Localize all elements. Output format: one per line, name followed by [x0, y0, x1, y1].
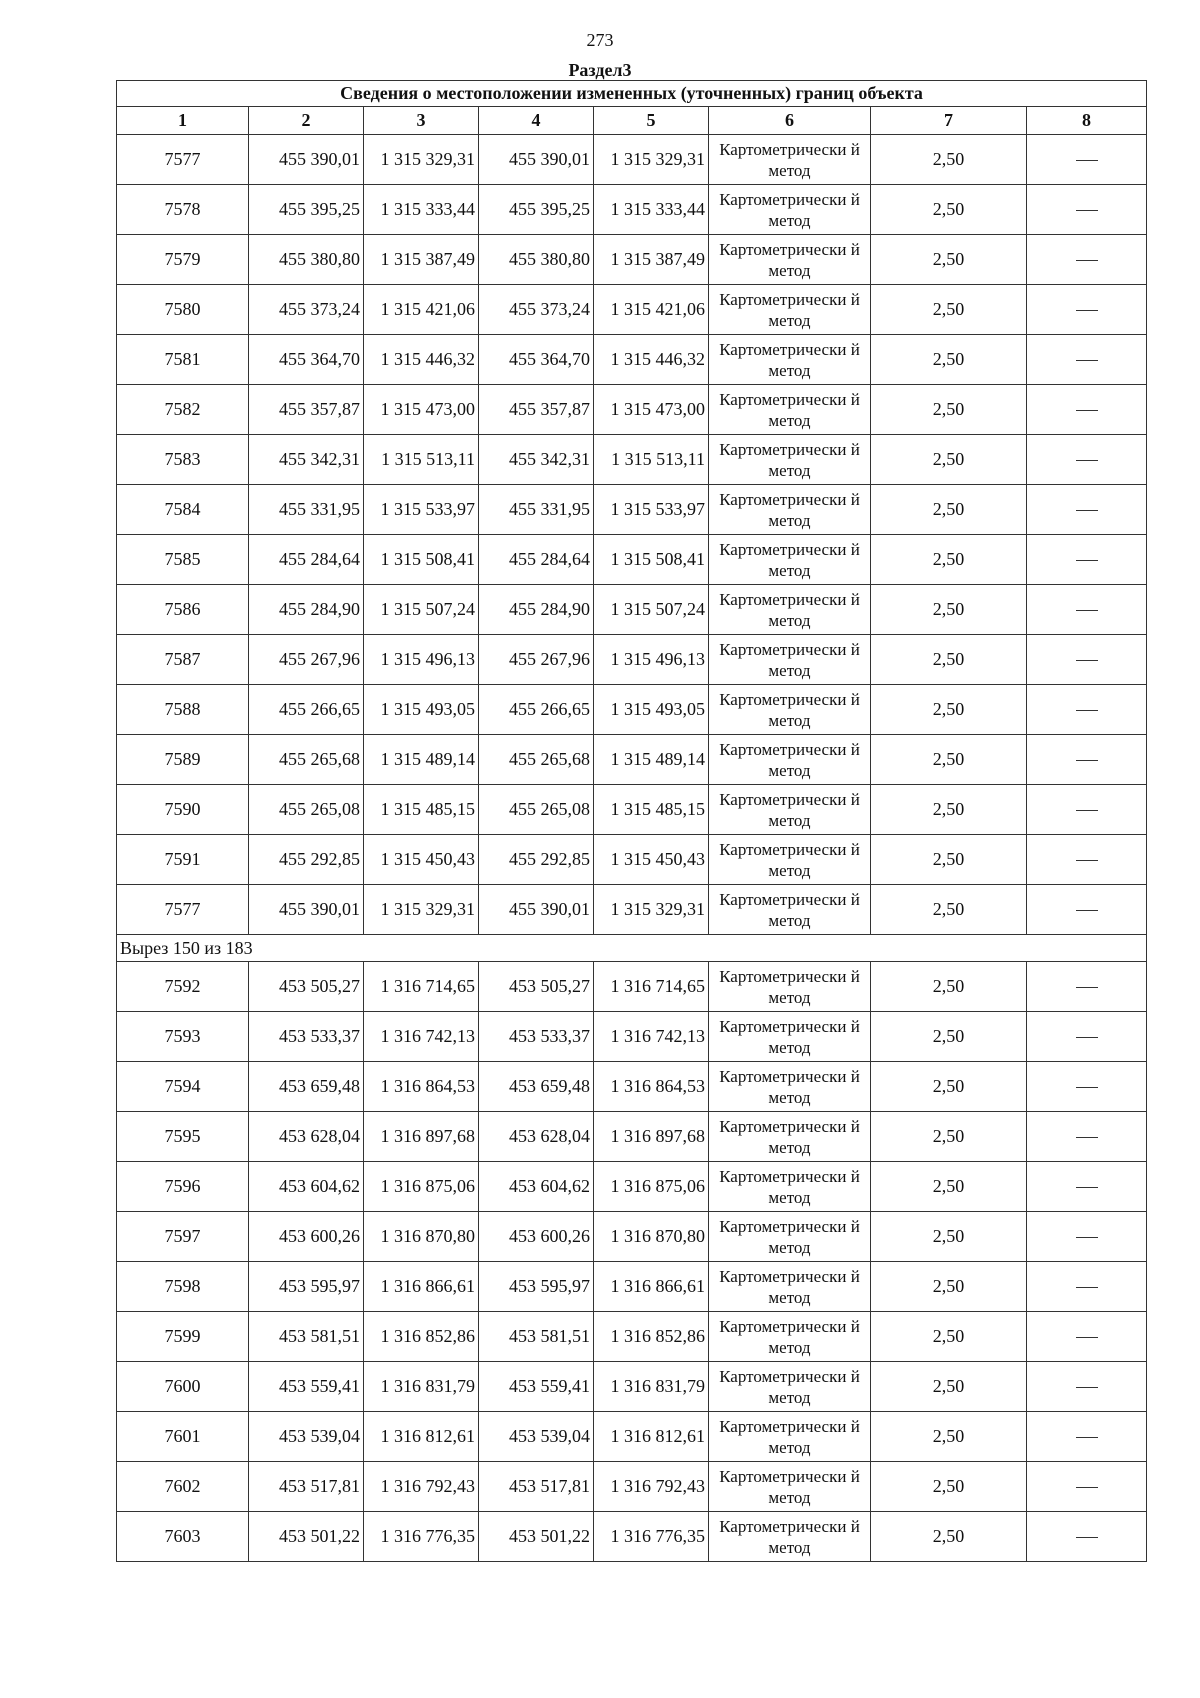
cell-y-new: 1 316 870,80: [594, 1212, 709, 1262]
cell-y-new: 1 315 489,14: [594, 735, 709, 785]
cell-point-number: 7595: [117, 1112, 249, 1162]
cell-description: [1027, 635, 1147, 685]
cell-description: [1027, 1062, 1147, 1112]
column-header: 4: [479, 107, 594, 135]
cell-y-new: 1 316 776,35: [594, 1512, 709, 1562]
cell-description: [1027, 1312, 1147, 1362]
cell-method: Картометрически й метод: [709, 735, 871, 785]
cell-point-number: 7584: [117, 485, 249, 535]
cell-y-existing: 1 315 513,11: [364, 435, 479, 485]
cell-x-new: 453 533,37: [479, 1012, 594, 1062]
cell-accuracy: 2,50: [871, 962, 1027, 1012]
cell-point-number: 7589: [117, 735, 249, 785]
table-row: [117, 1312, 1147, 1362]
table-row: [117, 235, 1147, 285]
cell-x-new: 453 581,51: [479, 1312, 594, 1362]
table-row: [117, 1362, 1147, 1412]
cell-y-new: 1 316 714,65: [594, 962, 709, 1012]
cell-method: Картометрически й метод: [709, 185, 871, 235]
dash-mark: [1076, 1237, 1098, 1238]
cell-x-existing: 455 331,95: [249, 485, 364, 535]
cell-y-existing: 1 316 852,86: [364, 1312, 479, 1362]
cell-description: [1027, 185, 1147, 235]
section-title: Раздел3: [568, 60, 632, 80]
dash-mark: [1076, 1437, 1098, 1438]
cell-method: Картометрически й метод: [709, 1312, 871, 1362]
cell-point-number: 7577: [117, 135, 249, 185]
table-row: [117, 435, 1147, 485]
cell-method: Картометрически й метод: [709, 1212, 871, 1262]
cell-x-new: 455 373,24: [479, 285, 594, 335]
cell-y-new: 1 315 496,13: [594, 635, 709, 685]
dash-mark: [1076, 560, 1098, 561]
cell-description: [1027, 285, 1147, 335]
cell-x-existing: 453 517,81: [249, 1462, 364, 1512]
page-number: 273: [586, 30, 614, 50]
cell-y-new: 1 316 742,13: [594, 1012, 709, 1062]
cell-method: Картометрически й метод: [709, 685, 871, 735]
cell-accuracy: 2,50: [871, 1162, 1027, 1212]
table-row: [117, 735, 1147, 785]
cell-x-existing: 453 604,62: [249, 1162, 364, 1212]
group-label-row: [117, 935, 1147, 962]
cell-point-number: 7581: [117, 335, 249, 385]
column-header: 6: [709, 107, 871, 135]
cell-y-existing: 1 315 446,32: [364, 335, 479, 385]
dash-mark: [1076, 760, 1098, 761]
cell-accuracy: 2,50: [871, 585, 1027, 635]
cell-accuracy: 2,50: [871, 335, 1027, 385]
cell-x-new: 453 559,41: [479, 1362, 594, 1412]
cell-method: Картометрически й метод: [709, 1362, 871, 1412]
table-row: [117, 285, 1147, 335]
cell-x-existing: 455 284,64: [249, 535, 364, 585]
dash-mark: [1076, 310, 1098, 311]
cell-x-new: 453 659,48: [479, 1062, 594, 1112]
cell-x-new: 453 604,62: [479, 1162, 594, 1212]
cell-description: [1027, 1212, 1147, 1262]
cell-description: [1027, 135, 1147, 185]
dash-mark: [1076, 1487, 1098, 1488]
cell-method: Картометрически й метод: [709, 1112, 871, 1162]
cell-method: Картометрически й метод: [709, 1512, 871, 1562]
table-row: [117, 1462, 1147, 1512]
cell-y-existing: 1 316 812,61: [364, 1412, 479, 1462]
cell-y-existing: 1 315 421,06: [364, 285, 479, 335]
table-row: [117, 785, 1147, 835]
cell-y-new: 1 315 473,00: [594, 385, 709, 435]
dash-mark: [1076, 1037, 1098, 1038]
cell-x-new: 455 331,95: [479, 485, 594, 535]
column-header: 3: [364, 107, 479, 135]
cell-accuracy: 2,50: [871, 1362, 1027, 1412]
table-row: [117, 185, 1147, 235]
cell-y-new: 1 316 897,68: [594, 1112, 709, 1162]
cell-method: Картометрически й метод: [709, 485, 871, 535]
cell-accuracy: 2,50: [871, 1462, 1027, 1512]
dash-mark: [1076, 1287, 1098, 1288]
cell-accuracy: 2,50: [871, 535, 1027, 585]
cell-method: Картометрически й метод: [709, 535, 871, 585]
cell-x-existing: 455 292,85: [249, 835, 364, 885]
cell-x-new: 453 628,04: [479, 1112, 594, 1162]
cell-y-existing: 1 315 387,49: [364, 235, 479, 285]
cell-description: [1027, 585, 1147, 635]
dash-mark: [1076, 1087, 1098, 1088]
cell-y-new: 1 315 421,06: [594, 285, 709, 335]
cell-y-existing: 1 316 870,80: [364, 1212, 479, 1262]
cell-method: Картометрически й метод: [709, 1262, 871, 1312]
cell-x-existing: 453 533,37: [249, 1012, 364, 1062]
cell-y-existing: 1 315 329,31: [364, 885, 479, 935]
dash-mark: [1076, 660, 1098, 661]
cell-x-new: 455 395,25: [479, 185, 594, 235]
cell-x-existing: 455 265,68: [249, 735, 364, 785]
cell-method: Картометрически й метод: [709, 785, 871, 835]
column-header: 2: [249, 107, 364, 135]
cell-x-existing: 455 357,87: [249, 385, 364, 435]
cell-description: [1027, 835, 1147, 885]
cell-point-number: 7590: [117, 785, 249, 835]
cell-point-number: 7599: [117, 1312, 249, 1362]
cell-y-existing: 1 316 866,61: [364, 1262, 479, 1312]
cell-x-existing: 455 373,24: [249, 285, 364, 335]
table-row: [117, 135, 1147, 185]
column-header: 7: [871, 107, 1027, 135]
cell-x-new: 455 342,31: [479, 435, 594, 485]
cell-x-new: 453 501,22: [479, 1512, 594, 1562]
cell-y-new: 1 316 812,61: [594, 1412, 709, 1462]
cell-y-new: 1 315 329,31: [594, 135, 709, 185]
table-row: [117, 335, 1147, 385]
cell-x-new: 455 284,90: [479, 585, 594, 635]
cell-x-existing: 455 380,80: [249, 235, 364, 285]
cell-description: [1027, 535, 1147, 585]
table-row: [117, 1112, 1147, 1162]
cell-point-number: 7602: [117, 1462, 249, 1512]
cell-y-existing: 1 316 875,06: [364, 1162, 479, 1212]
cell-method: Картометрически й метод: [709, 635, 871, 685]
cell-description: [1027, 1512, 1147, 1562]
cell-x-existing: 455 265,08: [249, 785, 364, 835]
cell-description: [1027, 885, 1147, 935]
cell-x-existing: 453 628,04: [249, 1112, 364, 1162]
cell-point-number: 7594: [117, 1062, 249, 1112]
cell-x-new: 455 390,01: [479, 885, 594, 935]
cell-x-existing: 455 267,96: [249, 635, 364, 685]
dash-mark: [1076, 1187, 1098, 1188]
cell-point-number: 7578: [117, 185, 249, 235]
cell-x-existing: 453 539,04: [249, 1412, 364, 1462]
cell-point-number: 7603: [117, 1512, 249, 1562]
cell-x-existing: 455 284,90: [249, 585, 364, 635]
cell-point-number: 7588: [117, 685, 249, 735]
cell-method: Картометрически й метод: [709, 835, 871, 885]
cell-y-new: 1 316 866,61: [594, 1262, 709, 1312]
cell-y-existing: 1 315 493,05: [364, 685, 479, 735]
table-row: [117, 962, 1147, 1012]
cell-accuracy: 2,50: [871, 135, 1027, 185]
cell-description: [1027, 485, 1147, 535]
dash-mark: [1076, 360, 1098, 361]
cell-x-new: 455 292,85: [479, 835, 594, 885]
cell-point-number: 7593: [117, 1012, 249, 1062]
dash-mark: [1076, 1337, 1098, 1338]
cell-y-new: 1 315 493,05: [594, 685, 709, 735]
cell-description: [1027, 685, 1147, 735]
dash-mark: [1076, 160, 1098, 161]
cell-x-existing: 455 390,01: [249, 885, 364, 935]
cell-y-new: 1 316 864,53: [594, 1062, 709, 1112]
cell-x-new: 453 505,27: [479, 962, 594, 1012]
cell-x-existing: 453 595,97: [249, 1262, 364, 1312]
cell-method: Картометрически й метод: [709, 385, 871, 435]
cell-x-existing: 455 390,01: [249, 135, 364, 185]
cell-accuracy: 2,50: [871, 1062, 1027, 1112]
cell-accuracy: 2,50: [871, 485, 1027, 535]
cell-point-number: 7583: [117, 435, 249, 485]
cell-y-existing: 1 315 450,43: [364, 835, 479, 885]
cell-x-existing: 453 501,22: [249, 1512, 364, 1562]
cell-description: [1027, 1112, 1147, 1162]
cell-point-number: 7598: [117, 1262, 249, 1312]
dash-mark: [1076, 810, 1098, 811]
dash-mark: [1076, 1137, 1098, 1138]
cell-accuracy: 2,50: [871, 735, 1027, 785]
table-row: [117, 1162, 1147, 1212]
cell-x-existing: 455 266,65: [249, 685, 364, 735]
cell-y-new: 1 315 446,32: [594, 335, 709, 385]
cell-y-existing: 1 316 792,43: [364, 1462, 479, 1512]
cell-method: Картометрически й метод: [709, 1012, 871, 1062]
column-header: 1: [117, 107, 249, 135]
cell-point-number: 7591: [117, 835, 249, 885]
cell-x-new: 453 517,81: [479, 1462, 594, 1512]
cell-x-existing: 453 559,41: [249, 1362, 364, 1412]
cell-y-new: 1 315 533,97: [594, 485, 709, 535]
cell-method: Картометрически й метод: [709, 1062, 871, 1112]
cell-y-new: 1 316 852,86: [594, 1312, 709, 1362]
cell-accuracy: 2,50: [871, 1512, 1027, 1562]
dash-mark: [1076, 860, 1098, 861]
cell-accuracy: 2,50: [871, 685, 1027, 735]
cell-description: [1027, 962, 1147, 1012]
cell-y-existing: 1 315 507,24: [364, 585, 479, 635]
cell-point-number: 7579: [117, 235, 249, 285]
cell-accuracy: 2,50: [871, 435, 1027, 485]
cell-point-number: 7600: [117, 1362, 249, 1412]
cell-description: [1027, 1362, 1147, 1412]
cell-y-existing: 1 316 831,79: [364, 1362, 479, 1412]
cell-x-existing: 455 364,70: [249, 335, 364, 385]
cell-method: Картометрически й метод: [709, 1412, 871, 1462]
table-row: [117, 485, 1147, 535]
cell-accuracy: 2,50: [871, 885, 1027, 935]
column-header: 8: [1027, 107, 1147, 135]
cell-y-existing: 1 315 329,31: [364, 135, 479, 185]
cell-y-existing: 1 315 533,97: [364, 485, 479, 535]
cell-accuracy: 2,50: [871, 1412, 1027, 1462]
table-row: [117, 885, 1147, 935]
cell-point-number: 7587: [117, 635, 249, 685]
dash-mark: [1076, 410, 1098, 411]
cell-x-new: 455 357,87: [479, 385, 594, 435]
cell-accuracy: 2,50: [871, 1012, 1027, 1062]
cell-x-new: 455 284,64: [479, 535, 594, 585]
cell-y-existing: 1 316 776,35: [364, 1512, 479, 1562]
cell-x-new: 453 600,26: [479, 1212, 594, 1262]
cell-y-new: 1 315 507,24: [594, 585, 709, 635]
cell-x-new: 453 539,04: [479, 1412, 594, 1462]
cell-x-new: 455 390,01: [479, 135, 594, 185]
cell-x-new: 455 266,65: [479, 685, 594, 735]
cell-description: [1027, 235, 1147, 285]
dash-mark: [1076, 460, 1098, 461]
cell-description: [1027, 1262, 1147, 1312]
cell-x-new: 455 265,68: [479, 735, 594, 785]
dash-mark: [1076, 510, 1098, 511]
cell-x-existing: 453 505,27: [249, 962, 364, 1012]
cell-accuracy: 2,50: [871, 635, 1027, 685]
cell-y-existing: 1 316 864,53: [364, 1062, 479, 1112]
cell-point-number: 7601: [117, 1412, 249, 1462]
dash-mark: [1076, 910, 1098, 911]
cell-y-existing: 1 315 489,14: [364, 735, 479, 785]
cell-method: Картометрически й метод: [709, 885, 871, 935]
cell-y-new: 1 315 513,11: [594, 435, 709, 485]
table-row: [117, 1262, 1147, 1312]
cell-y-new: 1 316 875,06: [594, 1162, 709, 1212]
table-row: [117, 635, 1147, 685]
table-row: [117, 385, 1147, 435]
cell-method: Картометрически й метод: [709, 435, 871, 485]
table-row: [117, 1512, 1147, 1562]
cell-y-new: 1 315 329,31: [594, 885, 709, 935]
cell-description: [1027, 735, 1147, 785]
coordinates-table: [116, 80, 1147, 1562]
cell-x-existing: 453 581,51: [249, 1312, 364, 1362]
cell-accuracy: 2,50: [871, 235, 1027, 285]
cell-accuracy: 2,50: [871, 1312, 1027, 1362]
cell-description: [1027, 1012, 1147, 1062]
cell-point-number: 7582: [117, 385, 249, 435]
cell-accuracy: 2,50: [871, 1262, 1027, 1312]
cell-point-number: 7577: [117, 885, 249, 935]
dash-mark: [1076, 1387, 1098, 1388]
cell-method: Картометрически й метод: [709, 1162, 871, 1212]
table-row: [117, 685, 1147, 735]
table-row: [117, 1012, 1147, 1062]
cell-x-new: 455 380,80: [479, 235, 594, 285]
cell-x-new: 455 267,96: [479, 635, 594, 685]
cell-point-number: 7586: [117, 585, 249, 635]
cell-y-new: 1 315 485,15: [594, 785, 709, 835]
cell-y-new: 1 315 508,41: [594, 535, 709, 585]
cell-y-existing: 1 315 473,00: [364, 385, 479, 435]
cell-method: Картометрически й метод: [709, 235, 871, 285]
cell-y-new: 1 315 387,49: [594, 235, 709, 285]
cell-point-number: 7580: [117, 285, 249, 335]
table-body: [117, 135, 1147, 1562]
cell-description: [1027, 385, 1147, 435]
table-row: [117, 535, 1147, 585]
table-row: [117, 835, 1147, 885]
cell-y-existing: 1 315 333,44: [364, 185, 479, 235]
cell-description: [1027, 435, 1147, 485]
cell-x-existing: 455 395,25: [249, 185, 364, 235]
cell-x-new: 455 265,08: [479, 785, 594, 835]
cell-x-new: 453 595,97: [479, 1262, 594, 1312]
cell-x-existing: 455 342,31: [249, 435, 364, 485]
cell-accuracy: 2,50: [871, 385, 1027, 435]
table-caption: Сведения о местоположении измененных (уточненных) границ объекта: [117, 81, 1147, 107]
table-row: [117, 585, 1147, 635]
cell-accuracy: 2,50: [871, 285, 1027, 335]
dash-mark: [1076, 987, 1098, 988]
cell-accuracy: 2,50: [871, 185, 1027, 235]
cell-point-number: 7596: [117, 1162, 249, 1212]
table-row: [117, 1412, 1147, 1462]
cell-x-new: 455 364,70: [479, 335, 594, 385]
cell-y-existing: 1 316 897,68: [364, 1112, 479, 1162]
cell-point-number: 7585: [117, 535, 249, 585]
column-number-row: [117, 107, 1147, 135]
cell-description: [1027, 1162, 1147, 1212]
dash-mark: [1076, 710, 1098, 711]
cell-description: [1027, 1412, 1147, 1462]
cell-y-new: 1 315 333,44: [594, 185, 709, 235]
cell-x-existing: 453 659,48: [249, 1062, 364, 1112]
cell-accuracy: 2,50: [871, 1212, 1027, 1262]
cell-y-existing: 1 315 508,41: [364, 535, 479, 585]
cell-x-existing: 453 600,26: [249, 1212, 364, 1262]
dash-mark: [1076, 210, 1098, 211]
table-row: [117, 1062, 1147, 1112]
cell-point-number: 7592: [117, 962, 249, 1012]
cell-accuracy: 2,50: [871, 785, 1027, 835]
coordinates-table-container: [116, 80, 1146, 1562]
cell-y-existing: 1 316 742,13: [364, 1012, 479, 1062]
cell-method: Картометрически й метод: [709, 135, 871, 185]
cell-y-existing: 1 315 485,15: [364, 785, 479, 835]
table-row: [117, 1212, 1147, 1262]
cell-method: Картометрически й метод: [709, 585, 871, 635]
cell-accuracy: 2,50: [871, 835, 1027, 885]
cell-y-new: 1 316 792,43: [594, 1462, 709, 1512]
cell-y-existing: 1 316 714,65: [364, 962, 479, 1012]
cell-method: Картометрически й метод: [709, 1462, 871, 1512]
dash-mark: [1076, 610, 1098, 611]
dash-mark: [1076, 260, 1098, 261]
cell-method: Картометрически й метод: [709, 335, 871, 385]
cell-y-existing: 1 315 496,13: [364, 635, 479, 685]
dash-mark: [1076, 1537, 1098, 1538]
cell-description: [1027, 1462, 1147, 1512]
cell-y-new: 1 316 831,79: [594, 1362, 709, 1412]
column-header: 5: [594, 107, 709, 135]
cell-y-new: 1 315 450,43: [594, 835, 709, 885]
cell-point-number: 7597: [117, 1212, 249, 1262]
cell-description: [1027, 335, 1147, 385]
cell-description: [1027, 785, 1147, 835]
cell-method: Картометрически й метод: [709, 962, 871, 1012]
group-label: Вырез 150 из 183: [117, 935, 1147, 962]
cell-accuracy: 2,50: [871, 1112, 1027, 1162]
cell-method: Картометрически й метод: [709, 285, 871, 335]
